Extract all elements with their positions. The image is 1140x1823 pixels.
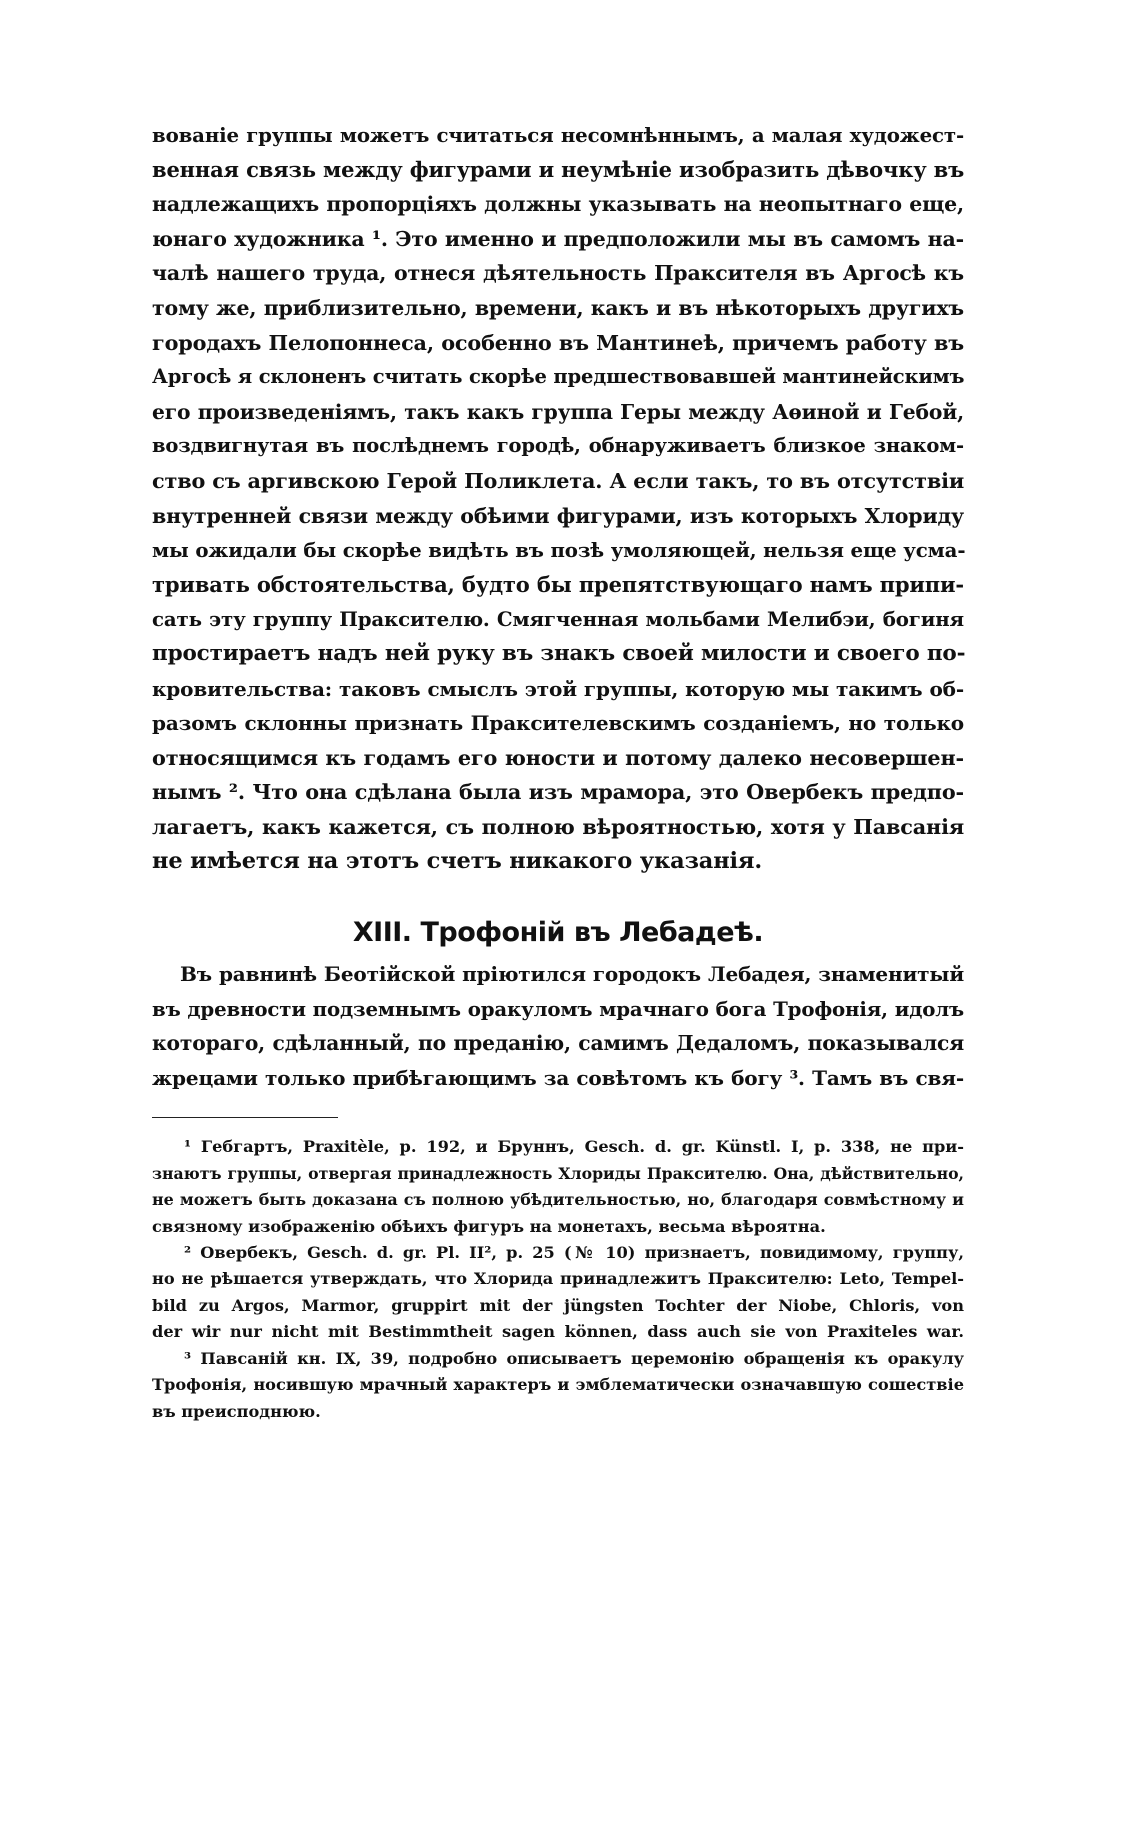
body-line: венная связь между фигурами и неумѣніе изобразить дѣвочку въ bbox=[152, 156, 965, 182]
body-line: относящимся къ годамъ его юности и потому далеко несовершен- bbox=[152, 745, 964, 770]
page-content bbox=[152, 118, 964, 1425]
body-line: лагаетъ, какъ кажется, съ полною вѣроятностью, хотя у Павсанія bbox=[152, 814, 964, 839]
footnote-line: Трофонія, носившую мрачный характеръ и эмблематически означавшую сошествіе bbox=[152, 1375, 964, 1395]
body-line: его произведеніямъ, такъ какъ группа Геры между Аѳиной и Гебой, bbox=[152, 399, 964, 424]
body-line: ство съ аргивскою Герой Поликлета. А если такъ, то въ отсутствіи bbox=[152, 468, 965, 493]
section-line: Въ равнинѣ Беотійской пріютился городокъ Лебадея, знаменитый bbox=[180, 962, 964, 987]
body-line: Аргосѣ я склоненъ считать скорѣе предшествовавшей мантинейскимъ bbox=[152, 365, 965, 389]
footnote-line: но не рѣшается утверждать, что Хлорида принадлежитъ Праксителю: Leto, Tempel- bbox=[152, 1269, 964, 1289]
body-line: сать эту группу Праксителю. Смягченная мольбами Мелибэи, богиня bbox=[152, 607, 964, 632]
section-heading: XIII. Трофоній въ Лебадеѣ. bbox=[352, 917, 764, 949]
footnote-2 bbox=[152, 1240, 964, 1346]
footnote-line: ³ Павсаній кн. IX, 39, подробно описываетъ церемонію обращенія къ оракулу bbox=[184, 1348, 964, 1368]
section-line: въ древности подземнымъ оракуломъ мрачнаго бога Трофонія, идолъ bbox=[152, 996, 964, 1021]
footnote-divider bbox=[152, 1117, 338, 1118]
body-line: разомъ склонны признать Праксителевскимъ созданіемъ, но только bbox=[152, 711, 964, 736]
footnote-line: въ преисподнюю. bbox=[152, 1401, 321, 1421]
body-line: кровительства: таковъ смыслъ этой группы, которую мы такимъ об- bbox=[152, 676, 964, 701]
section-line: котораго, сдѣланный, по преданію, самимъ Дедаломъ, показывался bbox=[152, 1031, 964, 1056]
footnote-line: bild zu Argos, Marmor, gruppirt mit der jüngsten Tochter der Niobe, Chloris, von bbox=[152, 1295, 964, 1315]
footnote-line: не можетъ быть доказана съ полною убѣдительностью, но, благодаря совмѣстному и bbox=[152, 1190, 964, 1210]
footnote-line: знаютъ группы, отвергая принадлежность Хлориды Праксителю. Она, дѣйствительно, bbox=[152, 1163, 964, 1183]
section-paragraph bbox=[152, 957, 964, 1095]
body-line: надлежащихъ пропорціяхъ должны указывать на неопытнаго еще, bbox=[152, 192, 964, 217]
body-line: городахъ Пелопоннеса, особенно въ Мантинеѣ, причемъ работу въ bbox=[152, 330, 964, 355]
footnote-line: der wir nur nicht mit Bestimmtheit sagen können, dass auch sie von Praxiteles war. bbox=[152, 1322, 964, 1342]
body-line: тому же, приблизительно, времени, какъ и въ нѣкоторыхъ другихъ bbox=[152, 295, 964, 320]
body-line: нымъ ². Что она сдѣлана была изъ мрамора, это Овербекъ предпо- bbox=[152, 780, 964, 805]
footnote-1 bbox=[152, 1134, 964, 1240]
footnote-3 bbox=[152, 1346, 964, 1425]
body-line: простираетъ надъ ней руку въ знакъ своей милости и своего по- bbox=[152, 640, 966, 666]
footnote-line: связному изображенію обѣихъ фигуръ на монетахъ, весьма вѣроятна. bbox=[152, 1216, 826, 1236]
footnote-line: ¹ Гебгартъ, Praxitèle, p. 192, и Бруннъ, Gesch. d. gr. Künstl. I, p. 338, не при- bbox=[184, 1137, 964, 1157]
body-line: мы ожидали бы скорѣе видѣть въ позѣ умоляющей, нельзя еще усма- bbox=[152, 538, 966, 563]
body-line: воздвигнутая въ послѣднемъ городѣ, обнаруживаетъ близкое знаком- bbox=[152, 434, 964, 458]
body-line: юнаго художника ¹. Это именно и предположили мы въ самомъ на- bbox=[152, 226, 964, 251]
body-line: вованіе группы можетъ считаться несомнѣннымъ, а малая художест- bbox=[152, 123, 964, 147]
body-line: чалѣ нашего труда, отнеся дѣятельность Праксителя въ Аргосѣ къ bbox=[152, 261, 964, 286]
section-line: жрецами только прибѣгающимъ за совѣтомъ къ богу ³. Тамъ въ свя- bbox=[152, 1065, 964, 1090]
body-line: не имѣется на этотъ счетъ никакого указанія. bbox=[152, 848, 763, 875]
body-line: внутренней связи между обѣими фигурами, изъ которыхъ Хлориду bbox=[152, 503, 964, 528]
body-line: тривать обстоятельства, будто бы препятствующаго намъ припи- bbox=[152, 571, 964, 597]
body-paragraph bbox=[152, 118, 964, 879]
footnote-line: ² Овербекъ, Gesch. d. gr. Pl. II², p. 25 (№ 10) признаетъ, повидимому, группу, bbox=[184, 1243, 964, 1263]
